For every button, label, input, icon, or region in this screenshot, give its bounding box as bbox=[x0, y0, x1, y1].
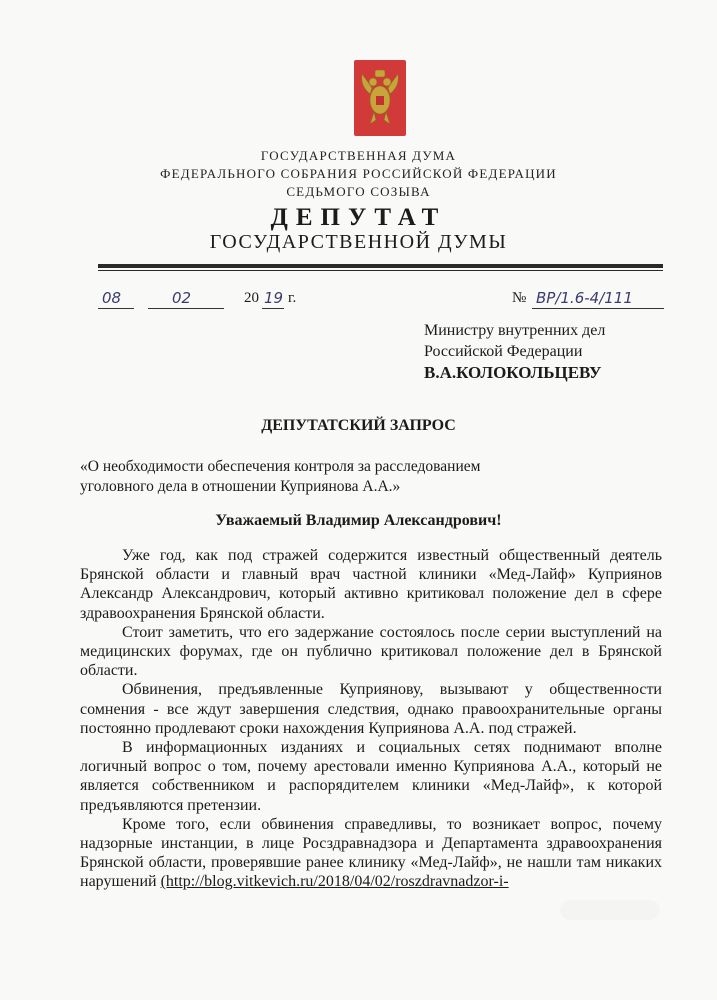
document-title: ДЕПУТАТ bbox=[270, 204, 447, 231]
paragraph: В информационных изданиях и социальных сетях поднимают вполне логичный вопрос о том, почему арестовали именно Куприянова А.А., который не является собственником и распорядителем клиники «Мед-Лайф», к которой предъявляются претензии. bbox=[80, 739, 662, 814]
double-headed-eagle-icon bbox=[354, 60, 406, 136]
coat-of-arms-emblem bbox=[354, 60, 406, 136]
scan-smudge bbox=[560, 900, 660, 920]
date-year-unit: г. bbox=[288, 290, 297, 306]
paragraph-last-text: Кроме того, если обвинения справедливы, то возникает вопрос, почему надзорные инстанции, в лице Росздравнадзора и Департамента здравоохранения Брянской области, проверявшие ранее клинику «Мед-Лайф», не нашли там никаких нарушений bbox=[80, 815, 662, 891]
date-year-suffix: 19 bbox=[264, 289, 284, 307]
date-month-underline bbox=[148, 308, 224, 309]
paragraph-last bbox=[80, 815, 662, 892]
addressee-block bbox=[424, 320, 605, 383]
org-line-3: СЕДЬМОГО СОЗЫВА bbox=[286, 184, 431, 199]
number-underline bbox=[532, 308, 664, 309]
source-link[interactable]: (http://blog.vitkevich.ru/2018/04/02/roszdravnadzor-i- bbox=[160, 873, 509, 891]
paragraph: Обвинения, предъявленные Куприянову, вызывают у общественности сомнения - все ждут завершения следствия, однако правоохранительные органы постоянно продлевают сроки нахождения Куприянова А.А. под стражей. bbox=[80, 681, 662, 737]
header-divider-thick bbox=[98, 264, 663, 268]
addressee-line-1: Министру внутренних дел bbox=[424, 322, 606, 339]
number-sign: № bbox=[512, 290, 527, 306]
subject-line-1: «О необходимости обеспечения контроля за расследованием bbox=[80, 458, 481, 475]
subject-line-2: уголовного дела в отношении Куприянова А.А.» bbox=[80, 478, 401, 495]
date-field bbox=[98, 287, 328, 309]
outgoing-number: ВР/1.6-4/111 bbox=[536, 289, 633, 307]
org-line-2: ФЕДЕРАЛЬНОГО СОБРАНИЯ РОССИЙСКОЙ ФЕДЕРАЦИИ bbox=[160, 166, 557, 181]
addressee-name: В.А.КОЛОКОЛЬЦЕВУ bbox=[424, 363, 602, 382]
header-divider-thin bbox=[98, 270, 663, 271]
request-title: ДЕПУТАТСКИЙ ЗАПРОС bbox=[261, 417, 456, 434]
outgoing-number-field bbox=[512, 287, 664, 309]
date-year-prefix: 20 bbox=[244, 290, 259, 306]
addressee-line-2: Российской Федерации bbox=[424, 343, 583, 360]
subject-block bbox=[80, 457, 480, 497]
paragraph: Уже год, как под стражей содержится известный общественный деятель Брянской области и главный врач частной клиники «Мед-Лайф» Куприянов Александр Александрович, который активно критиковал положение дел в сфере здравоохранения Брянской области. bbox=[80, 547, 662, 622]
greeting: Уважаемый Владимир Александрович! bbox=[215, 512, 502, 529]
document-subtitle: ГОСУДАРСТВЕННОЙ ДУМЫ bbox=[209, 231, 508, 253]
date-year-underline bbox=[262, 308, 284, 309]
date-month: 02 bbox=[172, 289, 192, 307]
date-day-underline bbox=[98, 308, 134, 309]
date-day: 08 bbox=[102, 289, 122, 307]
org-line-1: ГОСУДАРСТВЕННАЯ ДУМА bbox=[260, 148, 457, 163]
paragraph: Стоит заметить, что его задержание состоялось после серии выступлений на медицинских форумах, где он публично критиковал положение дел в Брянской области. bbox=[80, 623, 662, 680]
letter-body bbox=[80, 546, 662, 892]
